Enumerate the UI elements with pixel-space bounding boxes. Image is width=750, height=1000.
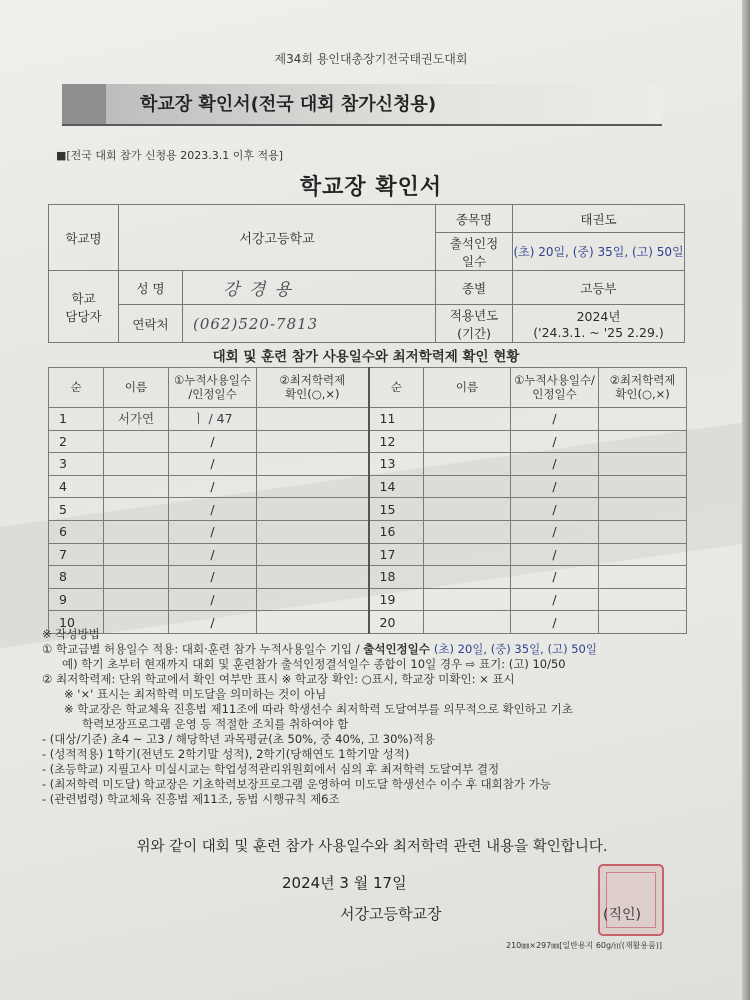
- row-name-right: [424, 453, 511, 476]
- school-seal-stamp: [598, 864, 664, 936]
- row-academic: [257, 408, 369, 431]
- row-number: 8: [49, 566, 104, 589]
- note-2: ② 최저학력제: 단위 학교에서 확인 여부만 표시 ※ 학교장 확인: ○표시, 학교장 미확인: × 표시: [42, 672, 515, 686]
- title-underline: [62, 124, 662, 126]
- col-days-right-line1: ①누적사용일수/: [514, 372, 595, 387]
- col-days-right: [511, 368, 599, 408]
- attendance-label-line1: 출석인정: [449, 235, 499, 251]
- col-academic: [257, 368, 369, 408]
- table-row: [49, 453, 687, 476]
- col-days-right-line2: 인정일수: [532, 386, 577, 401]
- school-value: 서강고등학교: [119, 205, 436, 271]
- row-days: ㅣ / 47: [169, 408, 257, 431]
- info-row-school: [49, 205, 685, 233]
- row-academic-right: [599, 543, 687, 566]
- background-edge: [742, 0, 750, 1000]
- row-name: 서가연: [104, 408, 169, 431]
- row-academic-right: [599, 430, 687, 453]
- note-4b: 학력보장프로그램 운영 등 적절한 조치를 취하여야 함: [82, 717, 349, 731]
- year-label-line2: (기간): [457, 325, 491, 341]
- title-band-marker: [62, 84, 106, 124]
- row-days: /: [169, 543, 257, 566]
- row-name-right: [424, 430, 511, 453]
- table-row: [49, 520, 687, 543]
- attendance-value: (초) 20일, (중) 35일, (고) 50일: [513, 233, 685, 271]
- row-academic: [257, 520, 369, 543]
- signature-date: 2024년 3 월 17일: [282, 874, 407, 892]
- handwritten-name: 강 경 용: [223, 280, 294, 300]
- col-days-line1: ①누적사용일수: [174, 372, 251, 387]
- school-info-table: [48, 204, 685, 343]
- col-seq: 순: [49, 368, 104, 408]
- form-title-band: [62, 82, 662, 124]
- category-value: 고등부: [513, 271, 685, 305]
- row-days-right: /: [511, 611, 599, 634]
- row-name: [104, 588, 169, 611]
- competition-title: 제34회 용인대총장기전국태권도대회: [274, 52, 468, 66]
- col-days-line2: /인정일수: [188, 386, 237, 401]
- row-days-right: /: [511, 543, 599, 566]
- row-academic-right: [599, 520, 687, 543]
- event-label: 종목명: [436, 205, 513, 233]
- row-number-right: 15: [369, 498, 424, 521]
- row-number-right: 17: [369, 543, 424, 566]
- row-days-right: /: [511, 453, 599, 476]
- col-name-right: 이름: [424, 368, 511, 408]
- row-days: /: [169, 611, 257, 634]
- row-days: /: [169, 520, 257, 543]
- category-label: 종별: [436, 271, 513, 305]
- note-1-example: 예) 학기 초부터 현재까지 대회 및 훈련참가 출석인정결석일수 종합이 10일 경우 ⇨ 표기: (고) 10/50: [62, 657, 566, 671]
- row-name: [104, 430, 169, 453]
- confirmation-statement: 위와 같이 대회 및 훈련 참가 사용일수와 최저학력 관련 내용을 확인합니다.: [136, 839, 608, 855]
- row-number: 2: [49, 430, 104, 453]
- row-days-right: /: [511, 566, 599, 589]
- info-row-phone: [49, 305, 685, 343]
- usage-table: [48, 367, 687, 634]
- row-academic-right: [599, 566, 687, 589]
- row-number: 6: [49, 520, 104, 543]
- row-name: [104, 520, 169, 543]
- row-days: /: [169, 475, 257, 498]
- row-name: [104, 453, 169, 476]
- row-name: [104, 498, 169, 521]
- row-academic: [257, 588, 369, 611]
- row-number-right: 18: [369, 566, 424, 589]
- row-number: 3: [49, 453, 104, 476]
- usage-header-row: [49, 368, 687, 408]
- row-days-right: /: [511, 430, 599, 453]
- row-days: /: [169, 453, 257, 476]
- note-7: - (초등학교) 지필고사 미실시교는 학업성적관리위원회에서 심의 후 최저학력 도달여부 결정: [42, 762, 500, 776]
- row-name-right: [424, 520, 511, 543]
- row-academic-right: [599, 408, 687, 431]
- row-name-right: [424, 408, 511, 431]
- row-academic: [257, 453, 369, 476]
- document-title: 학교장 확인서: [299, 175, 443, 200]
- paper-spec-footer: 210㎜×297㎜[일반용지 60g/㎡(재활용품)]: [506, 941, 663, 950]
- year-value-line1: 2024년: [576, 309, 621, 324]
- table-row: [49, 543, 687, 566]
- phone-label: 연락처: [119, 305, 183, 343]
- row-number-right: 16: [369, 520, 424, 543]
- row-name-right: [424, 566, 511, 589]
- note-9: - (관련법령) 학교체육 진흥법 제11조, 동법 시행규칙 제6조: [42, 792, 340, 806]
- note-1-days: (초) 20일, (중) 35일, (고) 50일: [433, 642, 597, 656]
- col-seq-right: 순: [369, 368, 424, 408]
- row-number-right: 20: [369, 611, 424, 634]
- note-1-text: ① 학교급별 허용일수 적용: 대회·훈련 참가 누적사용일수 기입 /: [42, 642, 364, 656]
- row-academic: [257, 543, 369, 566]
- row-academic-right: [599, 498, 687, 521]
- info-row-name: [49, 271, 685, 305]
- school-label: 학교명: [49, 205, 119, 271]
- row-name-right: [424, 498, 511, 521]
- year-label-line1: 적용년도: [449, 307, 499, 323]
- col-academic-right: [599, 368, 687, 408]
- row-academic-right: [599, 475, 687, 498]
- row-days-right: /: [511, 588, 599, 611]
- applicable-note: ■[전국 대회 참가 신청용 2023.3.1 이후 적용]: [56, 149, 284, 162]
- table-row: [49, 408, 687, 431]
- row-name: [104, 566, 169, 589]
- row-name-right: [424, 475, 511, 498]
- handwritten-phone: (062)520-7813: [193, 314, 319, 333]
- row-number: 7: [49, 543, 104, 566]
- row-number-right: 12: [369, 430, 424, 453]
- row-academic: [257, 475, 369, 498]
- attendance-label-line2: 일수: [461, 253, 487, 269]
- event-value: 태권도: [513, 205, 685, 233]
- table-row: [49, 498, 687, 521]
- row-academic-right: [599, 588, 687, 611]
- contact-label: [49, 271, 119, 343]
- row-number-right: 14: [369, 475, 424, 498]
- col-academic-line1: ②최저학력제: [279, 372, 346, 387]
- row-days-right: /: [511, 520, 599, 543]
- note-8: - (최저학력 미도달) 학교장은 기초학력보장프로그램 운영하여 미도달 학생선수 이수 후 대회참가 가능: [42, 777, 551, 791]
- row-days-right: /: [511, 408, 599, 431]
- row-number-right: 19: [369, 588, 424, 611]
- contact-label-line1: 학교: [71, 290, 96, 306]
- year-value-line2: ('24.3.1. ~ '25 2.29.): [533, 325, 664, 340]
- row-days: /: [169, 498, 257, 521]
- row-number: 4: [49, 475, 104, 498]
- row-days: /: [169, 430, 257, 453]
- seal-label: (직인): [603, 907, 641, 923]
- instructions-heading: ※ 작성방법: [42, 627, 100, 641]
- attendance-label: [436, 233, 513, 271]
- col-days: [169, 368, 257, 408]
- note-1-bold: 출석인정일수: [363, 642, 434, 656]
- row-name: [104, 475, 169, 498]
- instructions: [42, 627, 702, 807]
- row-number-right: 13: [369, 453, 424, 476]
- form-title: 학교장 확인서(전국 대회 참가신청용): [140, 94, 437, 115]
- name-label: 성 명: [119, 271, 183, 305]
- row-days-right: /: [511, 498, 599, 521]
- note-5: - (대상/기준) 초4 ~ 고3 / 해당학년 과목평균(초 50%, 중 40%, 고 30%)적용: [42, 732, 436, 746]
- row-name: [104, 543, 169, 566]
- row-academic-right: [599, 453, 687, 476]
- row-name-right: [424, 588, 511, 611]
- row-number: 9: [49, 588, 104, 611]
- row-days-right: /: [511, 475, 599, 498]
- col-academic-line2: 확인(○,×): [284, 386, 340, 401]
- note-3: ※ '×' 표시는 최저학력 미도달을 의미하는 것이 아님: [64, 687, 327, 701]
- year-value: [513, 305, 685, 343]
- row-number-right: 11: [369, 408, 424, 431]
- row-name-right: [424, 543, 511, 566]
- principal-name: 서강고등학교장: [340, 905, 442, 923]
- table-row: [49, 475, 687, 498]
- name-value: [183, 271, 436, 305]
- row-days: /: [169, 566, 257, 589]
- row-academic: [257, 498, 369, 521]
- row-number: 1: [49, 408, 104, 431]
- col-academic-right-line1: ②최저학력제: [609, 372, 676, 387]
- col-academic-right-line2: 확인(○,×): [615, 386, 670, 401]
- year-label: [436, 305, 513, 343]
- phone-value: [183, 305, 436, 343]
- col-name: 이름: [104, 368, 169, 408]
- contact-label-line2: 담당자: [65, 308, 102, 324]
- row-academic: [257, 430, 369, 453]
- table-row: [49, 430, 687, 453]
- table-row: [49, 566, 687, 589]
- table-row: [49, 588, 687, 611]
- row-academic: [257, 566, 369, 589]
- row-number: 10: [49, 611, 104, 634]
- note-6: - (성적적용) 1학기(전년도 2학기말 성적), 2학기(당해연도 1학기말 성적): [42, 747, 410, 761]
- row-number: 5: [49, 498, 104, 521]
- usage-section-title: 대회 및 훈련 참가 사용일수와 최저학력제 확인 현황: [212, 349, 520, 365]
- note-1: [42, 642, 702, 657]
- row-days: /: [169, 588, 257, 611]
- note-4a: ※ 학교장은 학교체육 진흥법 제11조에 따라 학생선수 최저학력 도달여부를 의무적으로 확인하고 기초: [64, 702, 573, 716]
